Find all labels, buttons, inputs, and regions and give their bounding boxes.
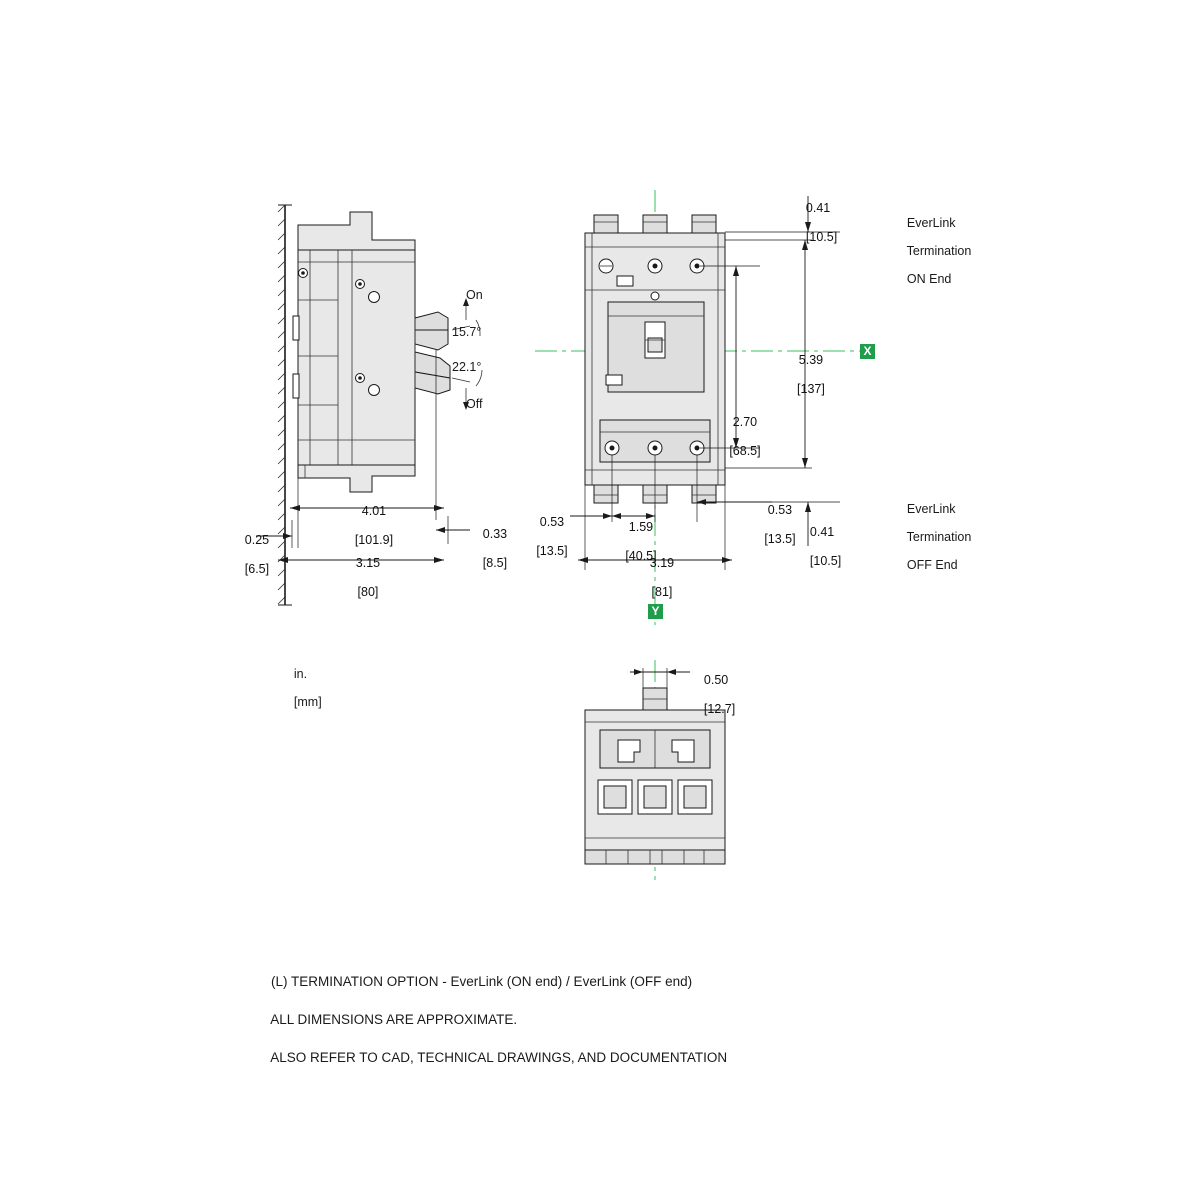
dim-4-01-mm: [101.9] <box>354 532 394 547</box>
dim-5-39 <box>774 338 834 411</box>
dim-5-39-mm: [137] <box>797 381 825 396</box>
termination-on-line1: EverLink <box>906 216 956 230</box>
termination-off-line3: OFF End <box>906 558 958 572</box>
dim-0-50 <box>690 658 760 731</box>
dim-0-50-in: 0.50 <box>703 672 729 687</box>
dim-0-25-in: 0.25 <box>244 532 270 547</box>
dim-2-70 <box>708 400 768 473</box>
dim-0-25 <box>222 518 278 591</box>
drawing-notes <box>256 953 727 1086</box>
termination-off-line1: EverLink <box>906 502 956 516</box>
dim-0-41-off-in: 0.41 <box>809 524 835 539</box>
dim-3-19-mm: [81] <box>651 584 673 599</box>
dim-0-41-on-mm: [10.5] <box>805 229 838 244</box>
termination-off-label <box>893 488 971 586</box>
notes-line-1: (L) TERMINATION OPTION - EverLink (ON end) / EverLink (OFF end) <box>271 974 693 989</box>
termination-off-line2: Termination <box>906 530 972 544</box>
dim-1-59-mm: [40.5] <box>625 548 657 563</box>
dim-0-53-right-mm: [13.5] <box>764 531 796 546</box>
dim-0-53-right <box>744 488 802 561</box>
angle-upper-label: 15.7° <box>452 325 482 339</box>
handle-off-label: Off <box>466 397 483 411</box>
dim-3-19 <box>625 541 685 614</box>
dim-0-53-left <box>516 500 574 573</box>
notes-line-3: ALSO REFER TO CAD, TECHNICAL DRAWINGS, AND DOCUMENTATION <box>270 1050 728 1065</box>
dim-3-15-mm: [80] <box>357 584 379 599</box>
dim-0-53-left-in: 0.53 <box>539 514 565 529</box>
dim-0-53-left-mm: [13.5] <box>536 543 568 558</box>
dim-0-50-mm: [12.7] <box>703 701 736 716</box>
dim-0-41-on-in: 0.41 <box>805 200 831 215</box>
dim-0-33-mm: [8.5] <box>482 555 508 570</box>
units-mm: [mm] <box>293 695 322 709</box>
dim-3-15 <box>316 541 406 614</box>
dim-5-39-in: 5.39 <box>798 352 824 367</box>
dim-3-19-in: 3.19 <box>649 555 675 570</box>
angle-lower-label: 22.1° <box>452 360 482 374</box>
units-legend <box>280 653 322 723</box>
dim-0-33 <box>460 512 516 585</box>
dim-2-70-mm: [68.5] <box>729 443 761 458</box>
handle-on-label: On <box>466 288 483 302</box>
dim-0-41-off-mm: [10.5] <box>809 553 842 568</box>
termination-on-line2: Termination <box>906 244 972 258</box>
dim-0-41-off <box>796 510 866 583</box>
axis-marker-x: X <box>860 344 875 359</box>
axis-marker-y: Y <box>648 604 663 619</box>
dim-4-01-in: 4.01 <box>361 503 387 518</box>
dim-0-41-on <box>792 186 862 259</box>
termination-on-line3: ON End <box>906 272 952 286</box>
dim-2-70-in: 2.70 <box>732 414 758 429</box>
dim-1-59-in: 1.59 <box>628 519 654 534</box>
units-inches: in. <box>293 667 308 681</box>
dim-0-53-right-in: 0.53 <box>767 502 793 517</box>
dim-0-25-mm: [6.5] <box>244 561 270 576</box>
dim-0-33-in: 0.33 <box>482 526 508 541</box>
dim-3-15-in: 3.15 <box>355 555 381 570</box>
termination-on-label <box>893 202 971 300</box>
notes-line-2: ALL DIMENSIONS ARE APPROXIMATE. <box>270 1012 518 1027</box>
